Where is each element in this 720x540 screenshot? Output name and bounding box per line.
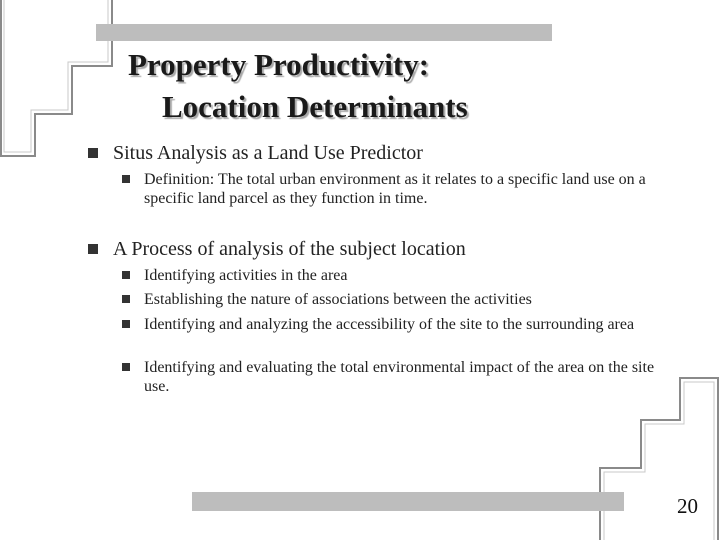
sub-bullet-text: Identifying and analyzing the accessibility of the site to the surrounding area	[144, 316, 635, 333]
sub-bullet-text: Establishing the nature of associations between the activities	[144, 291, 532, 308]
page-number: 20	[677, 494, 698, 518]
square-bullet-icon	[88, 148, 98, 158]
sub-bullet-accessibility	[122, 315, 682, 334]
square-bullet-icon	[122, 295, 130, 303]
sub-bullet-environmental-impact	[122, 358, 682, 396]
sub-bullet-text: Definition: The total urban environment as it relates to a specific land use on a specific land parcel as they function in time.	[144, 171, 646, 207]
bullet-text: A Process of analysis of the subject location	[113, 238, 466, 260]
square-bullet-icon	[122, 363, 130, 371]
decorative-bar-top	[96, 24, 552, 41]
square-bullet-icon	[122, 320, 130, 328]
slide-title-line-1: Property Productivity:	[128, 47, 430, 82]
sub-bullet-text: Identifying and evaluating the total environmental impact of the area on the site use.	[144, 359, 655, 395]
square-bullet-icon	[122, 175, 130, 183]
sub-bullet-associations	[122, 290, 682, 309]
bullet-text: Situs Analysis as a Land Use Predictor	[113, 142, 423, 164]
decorative-bar-bottom	[192, 492, 624, 511]
slide-title-line-2: Location Determinants	[162, 89, 468, 124]
sub-bullet-definition	[122, 170, 682, 208]
square-bullet-icon	[122, 271, 130, 279]
square-bullet-icon	[88, 244, 98, 254]
sub-bullet-text: Identifying activities in the area	[144, 267, 348, 284]
sub-bullet-activities	[122, 266, 682, 285]
